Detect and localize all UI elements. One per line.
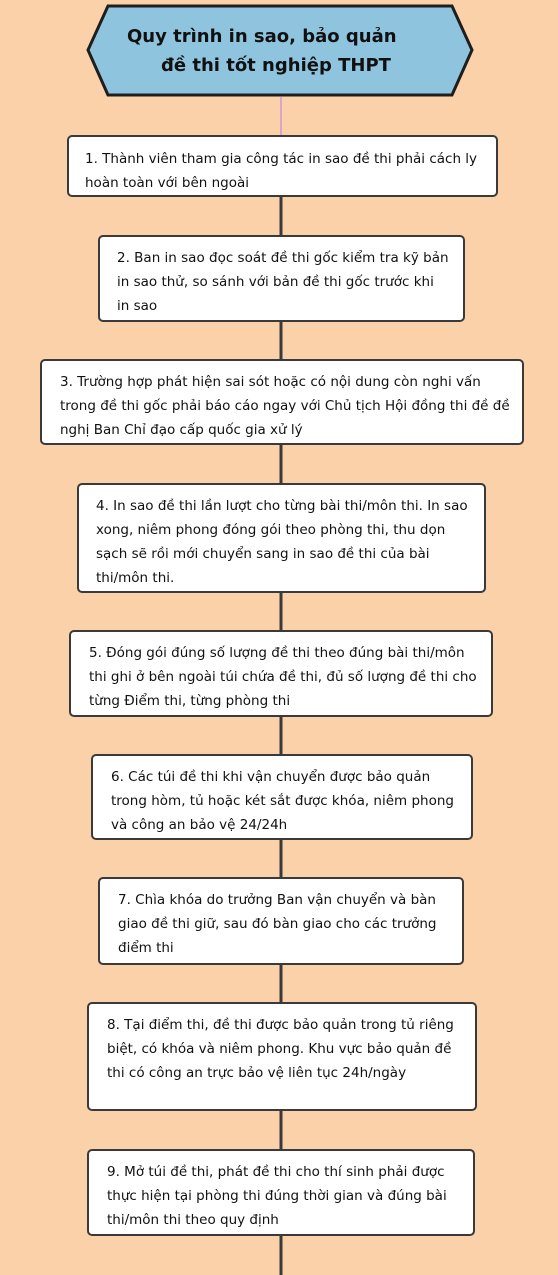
title-line-2: đề thi tốt nghiệp THPT (161, 55, 391, 76)
step-text-1: 1. Thành viên tham gia công tác in sao đề thi phải cách ly hoàn toàn với bên ngoài (85, 151, 478, 191)
step-text-7: 7. Chìa khóa do trưởng Ban vận chuyển và bàn giao đề thi giữ, sau đó bàn giao cho các trưởng điểm thi (118, 892, 437, 956)
step-box-7 (98, 877, 464, 965)
step-text-5: 5. Đóng gói đúng số lượng đề thi theo đúng bài thi/môn thi ghi ở bên ngoài túi chứa đề thi, đủ số lượng đề thi cho từng Điểm thi, từng phòng thi (89, 645, 477, 709)
diagram-title (105, 22, 460, 80)
step-box-4 (77, 483, 486, 593)
step-text-4: 4. In sao đề thi lần lượt cho từng bài thi/môn thi. In sao xong, niêm phong đóng gói theo phòng thi, thu dọn sạch sẽ rồi mới chuyển sang in sao đề thi của bài thi/môn thi. (96, 498, 468, 586)
step-text-9: 9. Mở túi đề thi, phát đề thi cho thí sinh phải được thực hiện tại phòng thi đúng thời gian và đúng bài thi/môn thi theo quy định (107, 1164, 447, 1228)
step-box-5 (69, 630, 493, 717)
step-box-9 (87, 1149, 475, 1236)
step-box-2 (98, 235, 465, 322)
step-text-2: 2. Ban in sao đọc soát đề thi gốc kiểm tra kỹ bản in sao thử, so sánh với bản đề thi gốc trước khi in sao (117, 250, 449, 314)
step-box-6 (91, 754, 473, 840)
step-box-8 (87, 1002, 477, 1111)
title-line-1: Quy trình in sao, bảo quản (127, 26, 397, 47)
step-box-3 (40, 359, 524, 445)
step-text-6: 6. Các túi đề thi khi vận chuyển được bảo quản trong hòm, tủ hoặc két sắt được khóa, niêm phong và công an bảo vệ 24/24h (111, 769, 454, 833)
step-text-8: 8. Tại điểm thi, đề thi được bảo quản trong tủ riêng biệt, có khóa và niêm phong. Khu vực bảo quản đề thi có công an trực bảo vệ liên tục 24h/ngày (107, 1017, 454, 1081)
step-text-3: 3. Trường hợp phát hiện sai sót hoặc có nội dung còn nghi vấn trong đề thi gốc phải báo cáo ngay với Chủ tịch Hội đồng thi đề đề nghị Ban Chỉ đạo cấp quốc gia xử lý (60, 374, 510, 438)
step-box-1 (67, 135, 498, 197)
